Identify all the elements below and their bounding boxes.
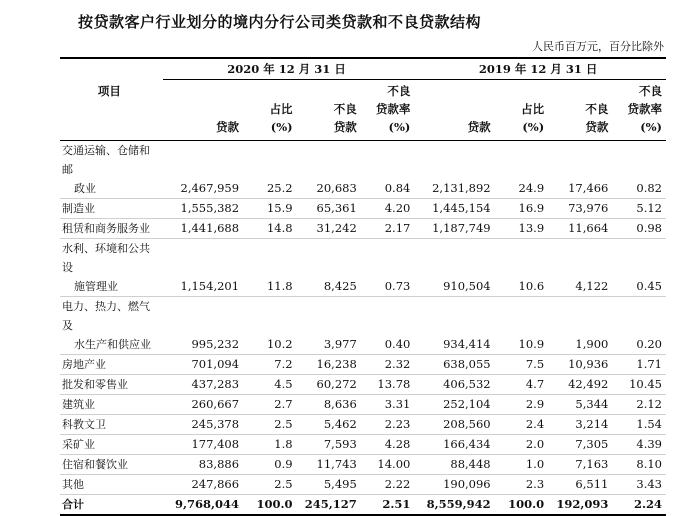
table-row (60, 297, 666, 355)
cell: 24.9 (495, 141, 549, 199)
cell: 7,163 (548, 455, 612, 475)
cell: 5,344 (548, 395, 612, 415)
cell: 2.22 (361, 475, 415, 495)
header-npl-2020: 不良 贷款 (297, 80, 361, 141)
header-rate-2019: 不良 贷款率 (%) (612, 80, 666, 141)
cell: 0.40 (361, 297, 415, 355)
row-label: 制造业 (60, 199, 163, 219)
cell: 245,378 (163, 415, 243, 435)
table-row (60, 239, 666, 297)
header-year-2020: 2020 年 12 月 31 日 (163, 58, 415, 80)
table-row (60, 355, 666, 375)
cell: 11.8 (243, 239, 297, 297)
cell: 638,055 (414, 355, 494, 375)
total-cell: 2.24 (612, 495, 666, 516)
cell: 10,936 (548, 355, 612, 375)
cell: 2.17 (361, 219, 415, 239)
cell: 11,743 (297, 455, 361, 475)
cell: 13.78 (361, 375, 415, 395)
header-rate-2020: 不良 贷款率 (%) (361, 80, 415, 141)
header-pct-2020: 占比 (%) (243, 80, 297, 141)
cell: 190,096 (414, 475, 494, 495)
cell: 1.0 (495, 455, 549, 475)
cell: 42,492 (548, 375, 612, 395)
cell: 406,532 (414, 375, 494, 395)
total-cell: 9,768,044 (163, 495, 243, 516)
row-label: 其他 (60, 475, 163, 495)
row-label: 住宿和餐饮业 (60, 455, 163, 475)
loan-structure-table (60, 57, 666, 516)
cell: 0.9 (243, 455, 297, 475)
cell: 5.12 (612, 199, 666, 219)
cell: 1,445,154 (414, 199, 494, 219)
row-label: 采矿业 (60, 435, 163, 455)
cell: 2.9 (495, 395, 549, 415)
table-row (60, 199, 666, 219)
cell: 260,667 (163, 395, 243, 415)
cell: 0.20 (612, 297, 666, 355)
total-cell: 192,093 (548, 495, 612, 516)
cell: 4.20 (361, 199, 415, 219)
cell: 2.3 (495, 475, 549, 495)
cell: 25.2 (243, 141, 297, 199)
cell: 4.39 (612, 435, 666, 455)
row-label: 电力、热力、燃气及 水生产和供应业 (60, 297, 163, 355)
cell: 3.43 (612, 475, 666, 495)
cell: 8,425 (297, 239, 361, 297)
header-item: 项目 (60, 80, 163, 141)
table-row (60, 395, 666, 415)
cell: 247,866 (163, 475, 243, 495)
cell: 10.2 (243, 297, 297, 355)
total-cell: 245,127 (297, 495, 361, 516)
row-label: 租赁和商务服务业 (60, 219, 163, 239)
table-row (60, 219, 666, 239)
unit-note: 人民币百万元，百分比除外 (532, 40, 664, 53)
header-item-spacer (60, 58, 163, 80)
row-label: 交通运输、仓储和邮 政业 (60, 141, 163, 199)
cell: 0.73 (361, 239, 415, 297)
cell: 910,504 (414, 239, 494, 297)
header-loan-2020: 贷款 (163, 80, 243, 141)
cell: 14.00 (361, 455, 415, 475)
cell: 2,467,959 (163, 141, 243, 199)
row-label: 水利、环境和公共设 施管理业 (60, 239, 163, 297)
cell: 4.7 (495, 375, 549, 395)
cell: 2.12 (612, 395, 666, 415)
cell: 3.31 (361, 395, 415, 415)
total-row (60, 495, 666, 516)
cell: 2,131,892 (414, 141, 494, 199)
cell: 31,242 (297, 219, 361, 239)
cell: 1.71 (612, 355, 666, 375)
table-title: 按贷款客户行业划分的境内分行公司类贷款和不良贷款结构 (78, 13, 482, 31)
cell: 1,187,749 (414, 219, 494, 239)
cell: 10.45 (612, 375, 666, 395)
cell: 166,434 (414, 435, 494, 455)
cell: 5,462 (297, 415, 361, 435)
cell: 14.8 (243, 219, 297, 239)
cell: 7.5 (495, 355, 549, 375)
cell: 10.9 (495, 297, 549, 355)
header-year-2019: 2019 年 12 月 31 日 (414, 58, 666, 80)
cell: 1,555,382 (163, 199, 243, 219)
cell: 2.5 (243, 415, 297, 435)
cell: 0.84 (361, 141, 415, 199)
row-label: 建筑业 (60, 395, 163, 415)
cell: 10.6 (495, 239, 549, 297)
cell: 4.5 (243, 375, 297, 395)
row-label: 房地产业 (60, 355, 163, 375)
cell: 4,122 (548, 239, 612, 297)
cell: 7,593 (297, 435, 361, 455)
cell: 6,511 (548, 475, 612, 495)
cell: 2.32 (361, 355, 415, 375)
table-row (60, 415, 666, 435)
cell: 2.23 (361, 415, 415, 435)
cell: 8,636 (297, 395, 361, 415)
total-cell: 8,559,942 (414, 495, 494, 516)
cell: 437,283 (163, 375, 243, 395)
cell: 2.4 (495, 415, 549, 435)
cell: 8.10 (612, 455, 666, 475)
table-row (60, 375, 666, 395)
row-label: 批发和零售业 (60, 375, 163, 395)
cell: 0.82 (612, 141, 666, 199)
total-cell: 100.0 (495, 495, 549, 516)
cell: 16.9 (495, 199, 549, 219)
cell: 208,560 (414, 415, 494, 435)
cell: 252,104 (414, 395, 494, 415)
table-row (60, 455, 666, 475)
cell: 88,448 (414, 455, 494, 475)
total-label: 合计 (60, 495, 163, 516)
cell: 3,977 (297, 297, 361, 355)
cell: 995,232 (163, 297, 243, 355)
header-npl-2019: 不良 贷款 (548, 80, 612, 141)
cell: 1,441,688 (163, 219, 243, 239)
cell: 17,466 (548, 141, 612, 199)
cell: 73,976 (548, 199, 612, 219)
cell: 1.54 (612, 415, 666, 435)
cell: 83,886 (163, 455, 243, 475)
cell: 1.8 (243, 435, 297, 455)
cell: 5,495 (297, 475, 361, 495)
cell: 0.45 (612, 239, 666, 297)
header-column-row (60, 80, 666, 141)
table-row (60, 141, 666, 199)
cell: 7.2 (243, 355, 297, 375)
cell: 7,305 (548, 435, 612, 455)
cell: 11,664 (548, 219, 612, 239)
cell: 701,094 (163, 355, 243, 375)
header-pct-2019: 占比 (%) (495, 80, 549, 141)
cell: 15.9 (243, 199, 297, 219)
table-row (60, 435, 666, 455)
cell: 1,900 (548, 297, 612, 355)
row-label: 科教文卫 (60, 415, 163, 435)
cell: 65,361 (297, 199, 361, 219)
cell: 3,214 (548, 415, 612, 435)
cell: 177,408 (163, 435, 243, 455)
header-year-row (60, 58, 666, 80)
cell: 16,238 (297, 355, 361, 375)
cell: 0.98 (612, 219, 666, 239)
header-loan-2019: 贷款 (414, 80, 494, 141)
cell: 4.28 (361, 435, 415, 455)
cell: 934,414 (414, 297, 494, 355)
cell: 20,683 (297, 141, 361, 199)
cell: 2.5 (243, 475, 297, 495)
cell: 2.0 (495, 435, 549, 455)
total-cell: 100.0 (243, 495, 297, 516)
cell: 1,154,201 (163, 239, 243, 297)
cell: 2.7 (243, 395, 297, 415)
total-cell: 2.51 (361, 495, 415, 516)
cell: 13.9 (495, 219, 549, 239)
cell: 60,272 (297, 375, 361, 395)
